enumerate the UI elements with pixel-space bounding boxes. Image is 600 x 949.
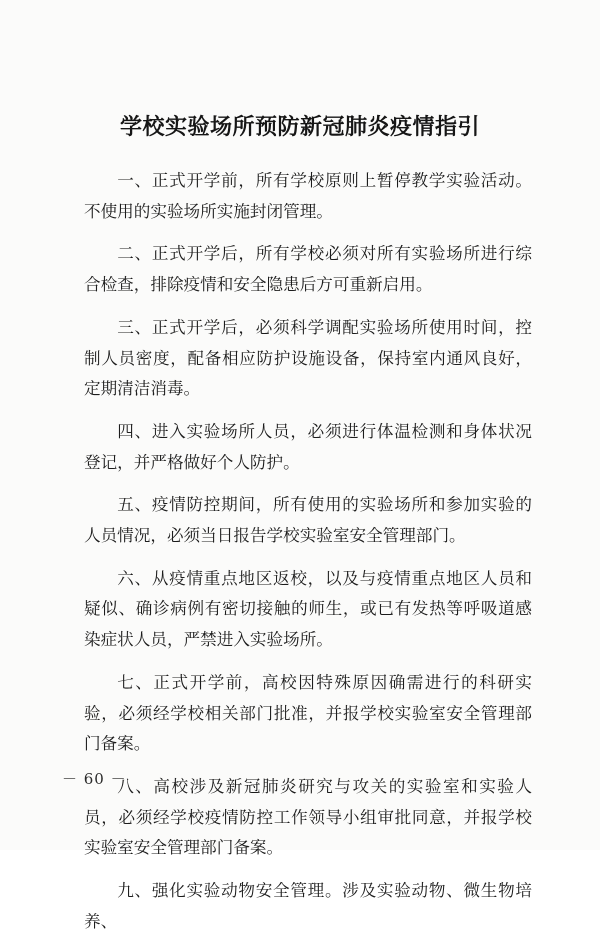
document-body	[84, 166, 532, 949]
paragraph-2: 二、正式开学后，所有学校必须对所有实验场所进行综合检查，排除疫情和安全隐患后方可重新启用。	[84, 244, 532, 295]
paragraph-9: 九、强化实验动物安全管理。涉及实验动物、微生物培养、	[84, 881, 532, 931]
paragraph-5: 五、疫情防控期间，所有使用的实验场所和参加实验的人员情况，必须当日报告学校实验室安全管理部门。	[84, 495, 532, 546]
document-title: 学校实验场所预防新冠肺炎疫情指引	[119, 114, 480, 140]
page-number: － 60 －	[62, 770, 127, 788]
paragraph-1: 一、正式开学前，所有学校原则上暂停教学实验活动。不使用的实验场所实施封闭管理。	[84, 171, 532, 221]
paragraph-8: 八、高校涉及新冠肺炎研究与攻关的实验室和实验人员，必须经学校疫情防控工作领导小组审批同意，并报学校实验室安全管理部门备案。	[84, 776, 532, 858]
paragraph-6: 六、从疫情重点地区返校，以及与疫情重点地区人员和疑似、确诊病例有密切接触的师生，或已有发热等呼吸道感染症状人员，严禁进入实验场所。	[84, 568, 532, 650]
paragraph-3: 三、正式开学后，必须科学调配实验场所使用时间，控制人员密度，配备相应防护设施设备，保持室内通风良好，定期清洁消毒。	[84, 317, 532, 399]
paragraph-7: 七、正式开学前，高校因特殊原因确需进行的科研实验，必须经学校相关部门批准，并报学校实验室安全管理部门备案。	[84, 672, 532, 754]
paragraph-4: 四、进入实验场所人员，必须进行体温检测和身体状况登记，并严格做好个人防护。	[84, 421, 532, 472]
